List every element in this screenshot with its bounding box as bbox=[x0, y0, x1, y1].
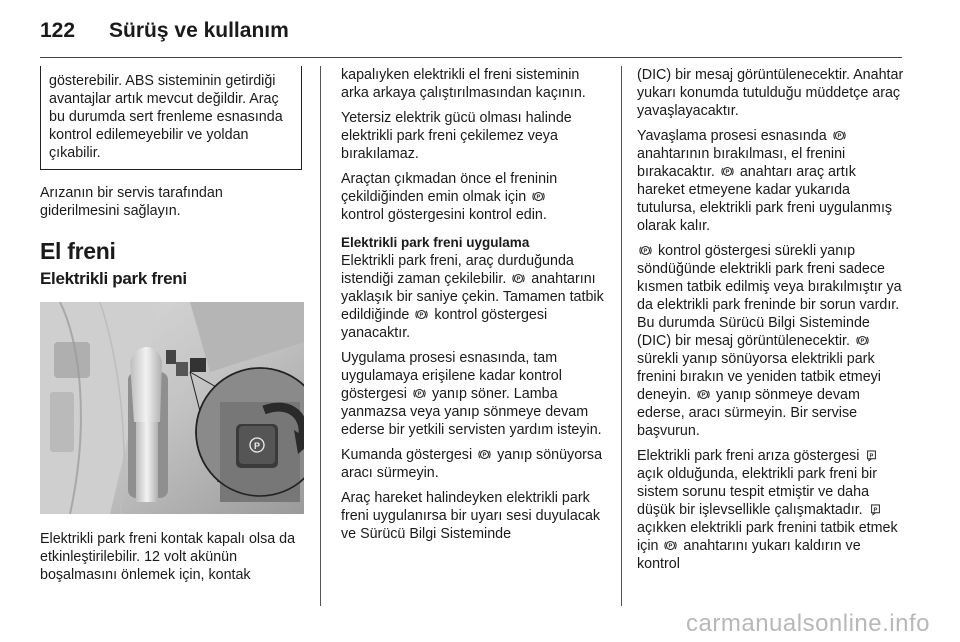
park-brake-icon bbox=[639, 244, 652, 257]
paragraph: Araçtan çıkmadan önce el freninin çekildiğinden emin olmak için kontrol göstergesini kontrol edin. bbox=[341, 171, 558, 223]
paragraph: Kumanda göstergesi yanıp sönüyorsa aracı sürmeyin. bbox=[341, 447, 603, 481]
paragraph: Yavaşlama prosesi esnasında anahtarının bırakılması, el frenini bırakacaktır. anahtarı araç artık hareket etmeyene kadar yukarıda tutulursa, elektrikli park freni uygulanmış olarak kalır. bbox=[637, 128, 893, 234]
page-number: 122 bbox=[40, 19, 76, 42]
column-2 bbox=[341, 66, 611, 550]
image-caption: Elektrikli park freni kontak kapalı olsa da etkinleştirilebilir. 12 volt akünün boşalmasını önlemek için, kontak bbox=[40, 531, 296, 583]
paragraph: kapalıyken elektrikli el freni sisteminin arka arkaya çalıştırılmasından kaçının. bbox=[341, 67, 586, 101]
paragraph: Elektrikli park freni arıza göstergesi açık olduğunda, elektrikli park freni bir sistem sorunu tespit etmiştir ve daha düşük bir işlevsellikle çalışmaktadır. açıkken elektrikli park frenini tatbik etmek için anahtarını yukarı kaldırın ve kontrol bbox=[637, 448, 898, 572]
chapter-title: Sürüş ve kullanım bbox=[109, 19, 289, 42]
park-brake-icon bbox=[512, 272, 525, 285]
subsection-title: Elektrikli park freni bbox=[40, 269, 187, 288]
paragraph: Uygulama prosesi esnasında, tam uygulamaya erişilene kadar kontrol göstergesi yanıp söner. Lamba yanmazsa veya yanıp sönmeye devam ederse bir yetkili servisten yardım isteyin. bbox=[341, 350, 602, 438]
park-brake-icon bbox=[664, 539, 677, 552]
paragraph: Elektrikli park freni, araç durduğunda istendiği zaman çekilebilir. anahtarını yaklaşık bir saniye çekin. Tamamen tatbik edildiğinde kontrol göstergesi yanacaktır. bbox=[341, 253, 604, 341]
paragraph: Arızanın bir servis tarafından giderilmesini sağlayın. bbox=[40, 185, 223, 219]
svg-text:P: P bbox=[253, 441, 261, 451]
section-title: El freni bbox=[40, 238, 116, 264]
park-brake-icon bbox=[856, 334, 869, 347]
paragraph: (DIC) bir mesaj görüntülenecektir. Anahtar yukarı konumda tutulduğu müddetçe araç yavaşlayacaktır. bbox=[637, 67, 904, 119]
header-divider bbox=[40, 57, 902, 58]
park-brake-icon bbox=[721, 165, 734, 178]
column-divider bbox=[621, 66, 622, 606]
watermark: carmanualsonline.info bbox=[686, 610, 930, 637]
park-brake-icon bbox=[413, 387, 426, 400]
parking-brake-switch-image bbox=[40, 302, 304, 514]
park-brake-fault-icon bbox=[869, 503, 882, 516]
park-brake-fault-icon bbox=[865, 449, 878, 462]
park-brake-icon bbox=[532, 190, 545, 203]
sub-heading: Elektrikli park freni uygulama bbox=[341, 235, 530, 250]
page-header bbox=[40, 14, 289, 48]
warning-text: gösterebilir. ABS sisteminin getirdiği avantajlar artık mevcut değildir. Araç bu durumda sert frenleme esnasında kontrol edilemeyebilir ve yoldan çıkabilir. bbox=[49, 73, 283, 161]
park-brake-icon bbox=[478, 448, 491, 461]
warning-box bbox=[40, 66, 302, 170]
park-brake-icon bbox=[697, 388, 710, 401]
column-divider bbox=[320, 66, 321, 606]
paragraph: Yetersiz elektrik gücü olması halinde elektrikli park freni çekilemez veya bırakılamaz. bbox=[341, 110, 572, 162]
park-brake-icon bbox=[415, 308, 428, 321]
paragraph: kontrol göstergesi sürekli yanıp söndüğünde elektrikli park freni sadece kısmen tatbik edilmiş veya bırakılmıştır ya da elektrikli park freninde bir sorun vardır. Bu durumda Sürücü Bilgi Sisteminde (DIC) bir mesaj görüntülenecektir. sürekli yanıp sönüyorsa elektrikli park frenini bırakın ve yeniden tatbik etmeyi deneyin. yanıp sönmeye devam ederse, aracı sürmeyin. Bir servise başvurun. bbox=[637, 243, 902, 439]
paragraph: Araç hareket halindeyken elektrikli park freni uygulanırsa bir uyarı sesi duyulacak ve Sürücü Bilgi Sisteminde bbox=[341, 490, 601, 542]
column-1 bbox=[40, 66, 302, 591]
column-3 bbox=[637, 66, 905, 580]
park-brake-icon bbox=[833, 129, 846, 142]
